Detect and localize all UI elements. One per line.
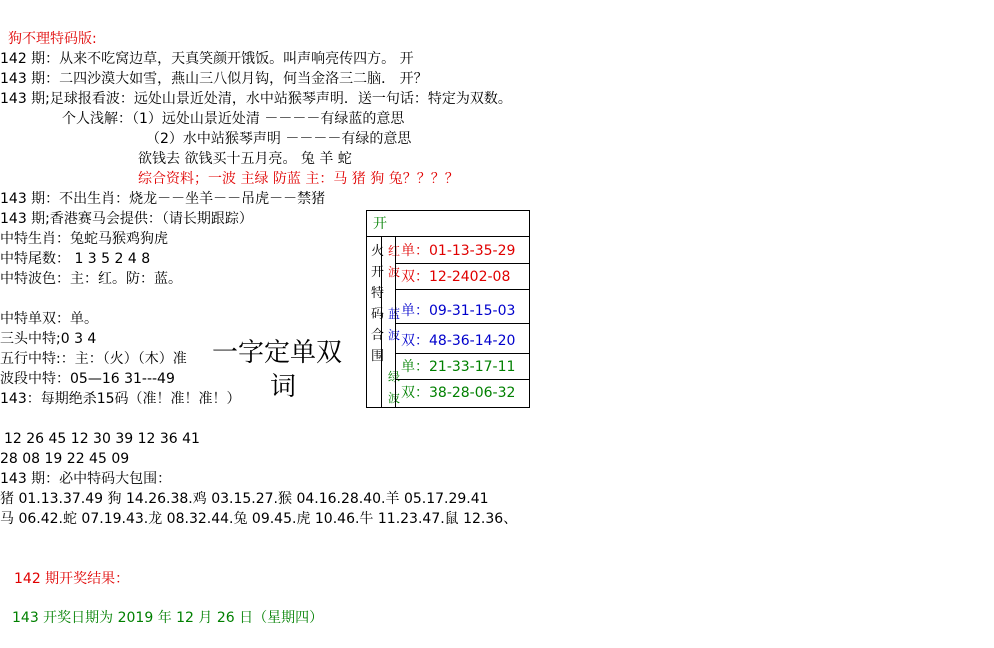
- wave-char: 绿: [388, 370, 401, 384]
- text-line: 猪 01.13.37.49 狗 14.26.38.鸡 03.15.27.猴 04.16.28.40.羊 05.17.29.41: [0, 491, 489, 507]
- text-line: 欲钱去 欲钱买十五月亮。 兔 羊 蛇: [138, 151, 352, 167]
- panel-row: 双：38-28-06-32: [401, 385, 516, 401]
- text-line: 12 26 45 12 30 39 12 36 41: [4, 431, 200, 447]
- wave-char: 红: [388, 244, 401, 258]
- side-char: 合: [371, 328, 385, 343]
- text-line: 143 期：不出生肖：烧龙－－坐羊－－吊虎－－禁猪: [0, 191, 326, 207]
- wave-char: 波: [388, 328, 401, 342]
- side-char: 火: [371, 244, 385, 259]
- overlay-heading-2: 词: [270, 372, 297, 402]
- text-line: 中特生肖：兔蛇马猴鸡狗虎: [0, 231, 168, 247]
- text-line: 三头中特;0 3 4: [0, 331, 97, 347]
- result-title: 142 期开奖结果：: [14, 571, 130, 587]
- side-char: 开: [371, 265, 385, 280]
- title: 狗不理特码版:: [8, 31, 97, 47]
- text-line: 综合资料；一波 主绿 防蓝 主：马 猪 狗 兔？？？？: [138, 171, 459, 187]
- panel-side-label: [371, 241, 385, 367]
- text-line: 中特单双：单。: [0, 311, 98, 327]
- text-line: 28 08 19 22 45 09: [0, 451, 130, 467]
- panel-row: 单：01-13-35-29: [396, 238, 530, 264]
- panel-head: 开: [373, 216, 387, 232]
- text-line: 143 期;足球报看波：远处山景近处清，水中站猴琴声明．送一句话：特定为双数。: [0, 91, 512, 107]
- panel-row: 双：48-36-14-20: [396, 328, 530, 354]
- text-line: 143 期;香港赛马会提供：（请长期跟踪）: [0, 211, 253, 227]
- panel-row: 单：21-33-17-11: [396, 354, 530, 380]
- next-draw-date: 143 开奖日期为 2019 年 12 月 26 日（星期四）: [12, 610, 324, 626]
- text-line: （2）水中站猴琴声明 －－－－有绿的意思: [146, 131, 412, 147]
- side-char: 码: [371, 307, 385, 322]
- panel-row: 单：09-31-15-03: [396, 298, 530, 324]
- text-line: 143 期：二四沙漠大如雪，燕山三八似月钩，何当金洛三二脑． 开？: [0, 71, 428, 87]
- odd-even-panel: [366, 210, 530, 408]
- side-char: 围: [371, 349, 385, 364]
- divider: [381, 236, 382, 408]
- text-line: 波段中特：05—16 31---49: [0, 371, 175, 387]
- overlay-heading: 一字定单双: [212, 338, 343, 368]
- text-line: 143：每期绝杀15码（准！准！准！）: [0, 391, 241, 407]
- text-line: 中特尾数： 1 3 5 2 4 8: [0, 251, 151, 267]
- text-line: 个人浅解：（1）远处山景近处清 －－－－有绿蓝的意思: [62, 111, 405, 127]
- wave-char: 波: [388, 265, 401, 279]
- side-char: 特: [371, 286, 385, 301]
- text-line: 142 期：从来不吃窝边草，天真笑颜开饿饭。叫声响亮传四方。 开: [0, 51, 414, 67]
- text-line: 143 期：必中特码大包围：: [0, 471, 172, 487]
- wave-char: 波: [388, 391, 401, 405]
- text-line: 马 06.42.蛇 07.19.43.龙 08.32.44.兔 09.45.虎 10.46.牛 11.23.47.鼠 12.36、: [0, 511, 518, 527]
- wave-char: 蓝: [388, 307, 401, 321]
- divider: [367, 236, 529, 237]
- text-line: 五行中特:：主：（火）（木）准: [0, 351, 187, 367]
- panel-row: 双：12-2402-08: [396, 264, 530, 290]
- text-line: 中特波色：主：红。防：蓝。: [0, 271, 182, 287]
